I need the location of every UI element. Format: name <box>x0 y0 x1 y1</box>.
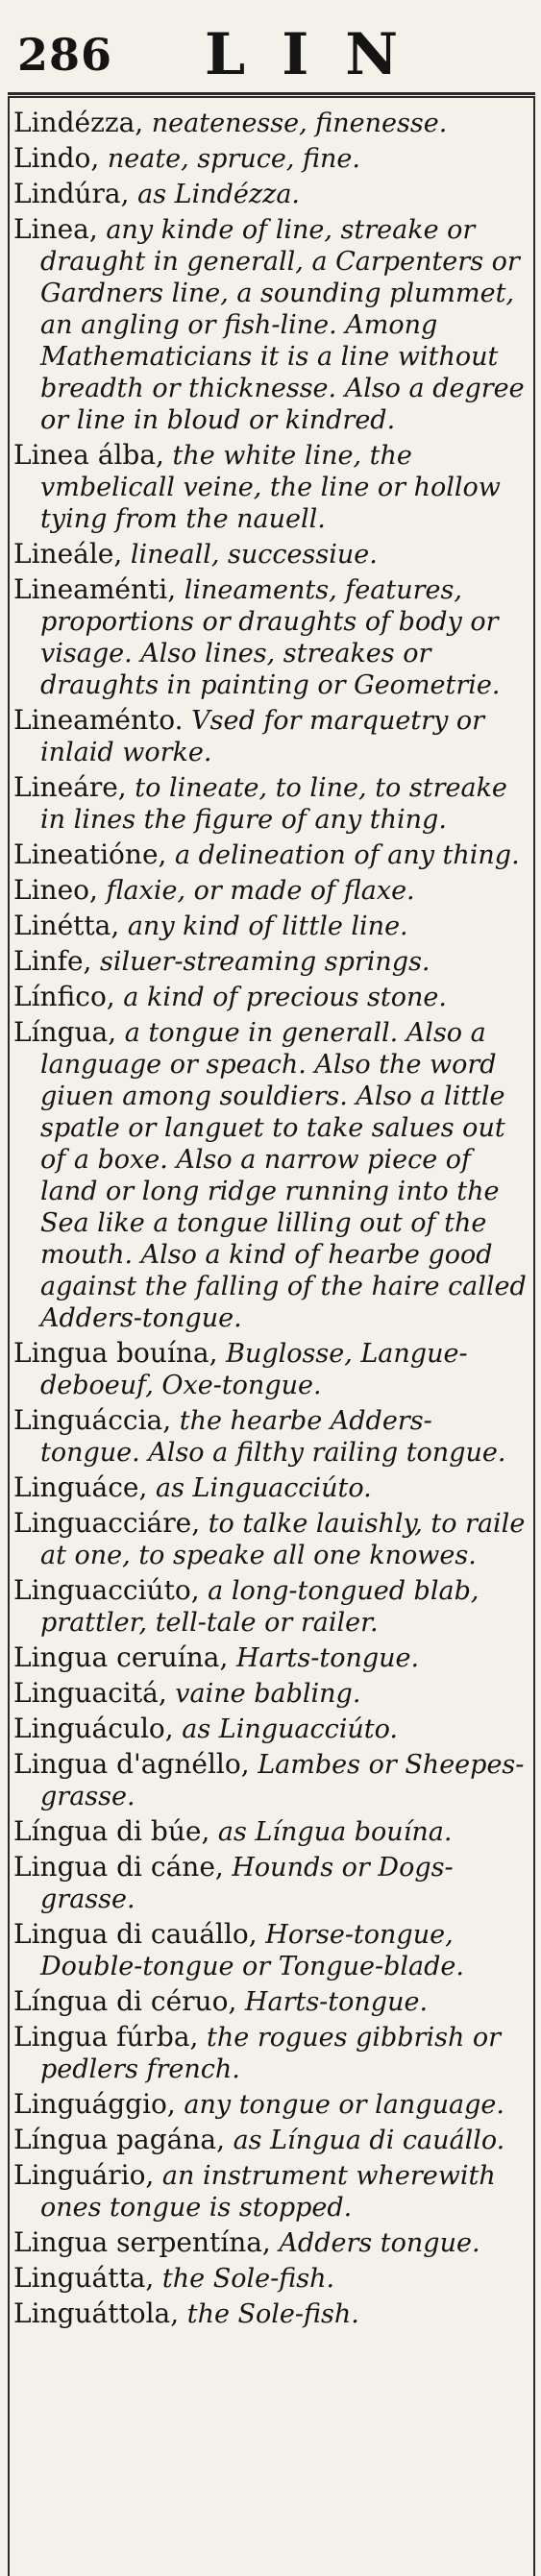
entry-headword: Lineále, <box>13 538 123 570</box>
entry-headword: Lindúra, <box>13 178 130 209</box>
entry-definition: lineaments, features, proportions or draughts of body or visage. Also lines, streakes or draughts in painting or Geometrie. <box>40 575 501 700</box>
dictionary-entry <box>13 440 531 535</box>
entry-definition: the white line, the vmbelicall veine, the line or hollow tying from the nauell. <box>40 441 501 534</box>
entry-definition: a long-tongued blab, prattler, tell-tale or railer. <box>40 1576 480 1638</box>
dictionary-entry <box>13 2263 531 2295</box>
entry-definition: Lambes or Sheepes-grasse. <box>40 1750 525 1811</box>
entry-definition: the rogues gibbrish or pedlers french. <box>40 2023 502 2084</box>
dictionary-entry <box>13 2022 531 2085</box>
page-number: 286 <box>17 29 113 81</box>
entry-headword: Língua, <box>13 1016 117 1048</box>
entry-definition: a delineation of any thing. <box>166 840 520 870</box>
entry-headword: Linguário, <box>13 2159 155 2191</box>
entry-definition: Harts-tongue. <box>228 1643 420 1673</box>
entry-definition: vaine babling. <box>166 1679 361 1709</box>
dictionary-entry <box>13 1816 531 1848</box>
dictionary-entry <box>13 179 531 210</box>
entry-headword: Lineaménti, <box>13 573 177 605</box>
entry-headword: Lineo, <box>13 874 98 906</box>
entry-headword: Linguáculo, <box>13 1713 174 1744</box>
dictionary-entry <box>13 2160 531 2224</box>
entry-definition: any kinde of line, streake or draught in generall, a Carpenters or Gardners line, a sounding plummet, an angling or fish-line. Among Mathematicians it is a line without breadth or thicknesse. Also a degree or line in bloud or kindred. <box>40 215 525 435</box>
dictionary-entry <box>13 214 531 436</box>
entry-definition: Vsed for marquetry or inlaid worke. <box>40 706 485 767</box>
dictionary-entry <box>13 1508 531 1571</box>
entry-definition: an instrument wherewith ones tongue is stopped. <box>40 2161 496 2223</box>
entry-definition: a tongue in generall. Also a language or speach. Also the word giuen among souldiers. Also a little spatle or languet to take salues out of a boxe. Also a narrow piece of land or long ridge running into the Sea like a tongue lilling out of the mouth. Also a kind of hearbe good against the falling of the haire called Adders-tongue. <box>40 1018 527 1333</box>
entry-definition: as Língua di cauállo. <box>225 2126 505 2155</box>
entry-headword: Linguáccia, <box>13 1404 172 1436</box>
entry-definition: to talke lauishly, to raile at one, to speake all one knowes. <box>40 1509 526 1570</box>
dictionary-entry <box>13 143 531 175</box>
entry-definition: Buglosse, Langue-deboeuf, Oxe-tongue. <box>40 1339 468 1400</box>
entry-headword: Linguáttola, <box>13 2297 180 2329</box>
running-head: LIN <box>205 21 435 88</box>
entry-definition: Harts-tongue. <box>236 1987 429 2017</box>
dictionary-entry <box>13 946 531 978</box>
entry-headword: Língua di búe, <box>13 1815 210 1847</box>
dictionary-entry <box>13 539 531 571</box>
entry-definition: a kind of precious stone. <box>114 983 447 1012</box>
entry-headword: Lingua ceruína, <box>13 1641 229 1673</box>
dictionary-entry <box>13 574 531 701</box>
dictionary-entry <box>13 1749 531 1812</box>
dictionary-entry <box>13 911 531 942</box>
entry-headword: Linea álba, <box>13 439 164 471</box>
page-header <box>8 0 535 88</box>
dictionary-entry <box>13 1472 531 1504</box>
entry-headword: Lineáre, <box>13 771 127 803</box>
entry-definition: as Linguacciúto. <box>147 1473 372 1503</box>
dictionary-entry <box>13 2125 531 2156</box>
entry-headword: Linétta, <box>13 910 120 941</box>
entry-headword: Lineatióne, <box>13 838 167 870</box>
entry-definition: the Sole-fish. <box>179 2299 359 2329</box>
dictionary-entry <box>13 772 531 836</box>
dictionary-entry <box>13 875 531 907</box>
dictionary-entry <box>13 982 531 1013</box>
dictionary-entry <box>13 1852 531 1915</box>
dictionary-entry <box>13 2089 531 2121</box>
entry-headword: Lineaménto. <box>13 704 184 736</box>
entry-headword: Língua di céruo, <box>13 1985 237 2017</box>
dictionary-entry <box>13 1919 531 1982</box>
dictionary-entry <box>13 2298 531 2330</box>
dictionary-entry <box>13 1642 531 1674</box>
entry-headword: Linfe, <box>13 945 92 977</box>
dictionary-entry <box>13 108 531 139</box>
entry-definition: as Língua bouína. <box>209 1817 453 1847</box>
entry-definition: as Lindézza. <box>129 180 300 209</box>
entry-definition: as Linguacciúto. <box>173 1714 398 1744</box>
entry-definition: neatenesse, finenesse. <box>143 109 448 138</box>
entry-headword: Linguacciúto, <box>13 1574 200 1606</box>
entry-definition: to lineate, to line, to streake in lines the figure of any thing. <box>40 773 507 835</box>
entry-headword: Linguacitá, <box>13 1677 167 1709</box>
entry-headword: Linguáce, <box>13 1471 148 1503</box>
entry-definition: flaxie, or made of flaxe. <box>97 876 415 906</box>
entry-definition: the Sole-fish. <box>154 2264 335 2294</box>
entry-headword: Lindézza, <box>13 107 144 138</box>
entry-definition: siluer-streaming springs. <box>91 947 430 977</box>
entry-headword: Lingua bouína, <box>13 1337 218 1369</box>
entry-definition: lineall, successiue. <box>122 540 378 570</box>
entry-headword: Lingua di cáne, <box>13 1851 224 1883</box>
entry-headword: Lingua fúrba, <box>13 2021 199 2053</box>
entry-headword: Lindo, <box>13 142 100 174</box>
entry-headword: Lingua serpentína, <box>13 2226 271 2258</box>
entry-headword: Lingua d'agnéllo, <box>13 1748 250 1780</box>
entry-headword: Linguátta, <box>13 2262 155 2294</box>
entry-headword: Língua pagána, <box>13 2124 225 2155</box>
entry-definition: neate, spruce, fine. <box>99 144 360 174</box>
entry-definition: Adders tongue. <box>270 2228 480 2258</box>
dictionary-entry <box>13 1986 531 2018</box>
dictionary-entry <box>13 1575 531 1639</box>
entry-headword: Linguacciáre, <box>13 1507 201 1539</box>
dictionary-entry <box>13 1017 531 1334</box>
entry-definition: Horse-tongue, Double-tongue or Tongue-blade. <box>40 1920 464 1981</box>
dictionary-entry <box>13 839 531 871</box>
dictionary-entry <box>13 1405 531 1469</box>
dictionary-entry <box>13 1678 531 1710</box>
dictionary-entry <box>13 1338 531 1401</box>
entry-headword: Linea, <box>13 213 98 245</box>
entry-headword: Lingua di cauállo, <box>13 1918 258 1950</box>
entry-definition: any tongue or language. <box>175 2090 504 2120</box>
entry-headword: Línfico, <box>13 981 115 1012</box>
entry-list <box>13 108 531 2334</box>
dictionary-entry <box>13 2227 531 2259</box>
header-rule <box>8 92 535 95</box>
entry-definition: any kind of little line. <box>119 911 408 941</box>
entry-definition: Hounds or Dogs-grasse. <box>40 1853 454 1914</box>
entry-definition: the hearbe Adders-tongue. Also a filthy railing tongue. <box>40 1406 506 1468</box>
dictionary-entry <box>13 1713 531 1745</box>
dictionary-entry <box>13 705 531 768</box>
entry-headword: Linguággio, <box>13 2088 176 2120</box>
